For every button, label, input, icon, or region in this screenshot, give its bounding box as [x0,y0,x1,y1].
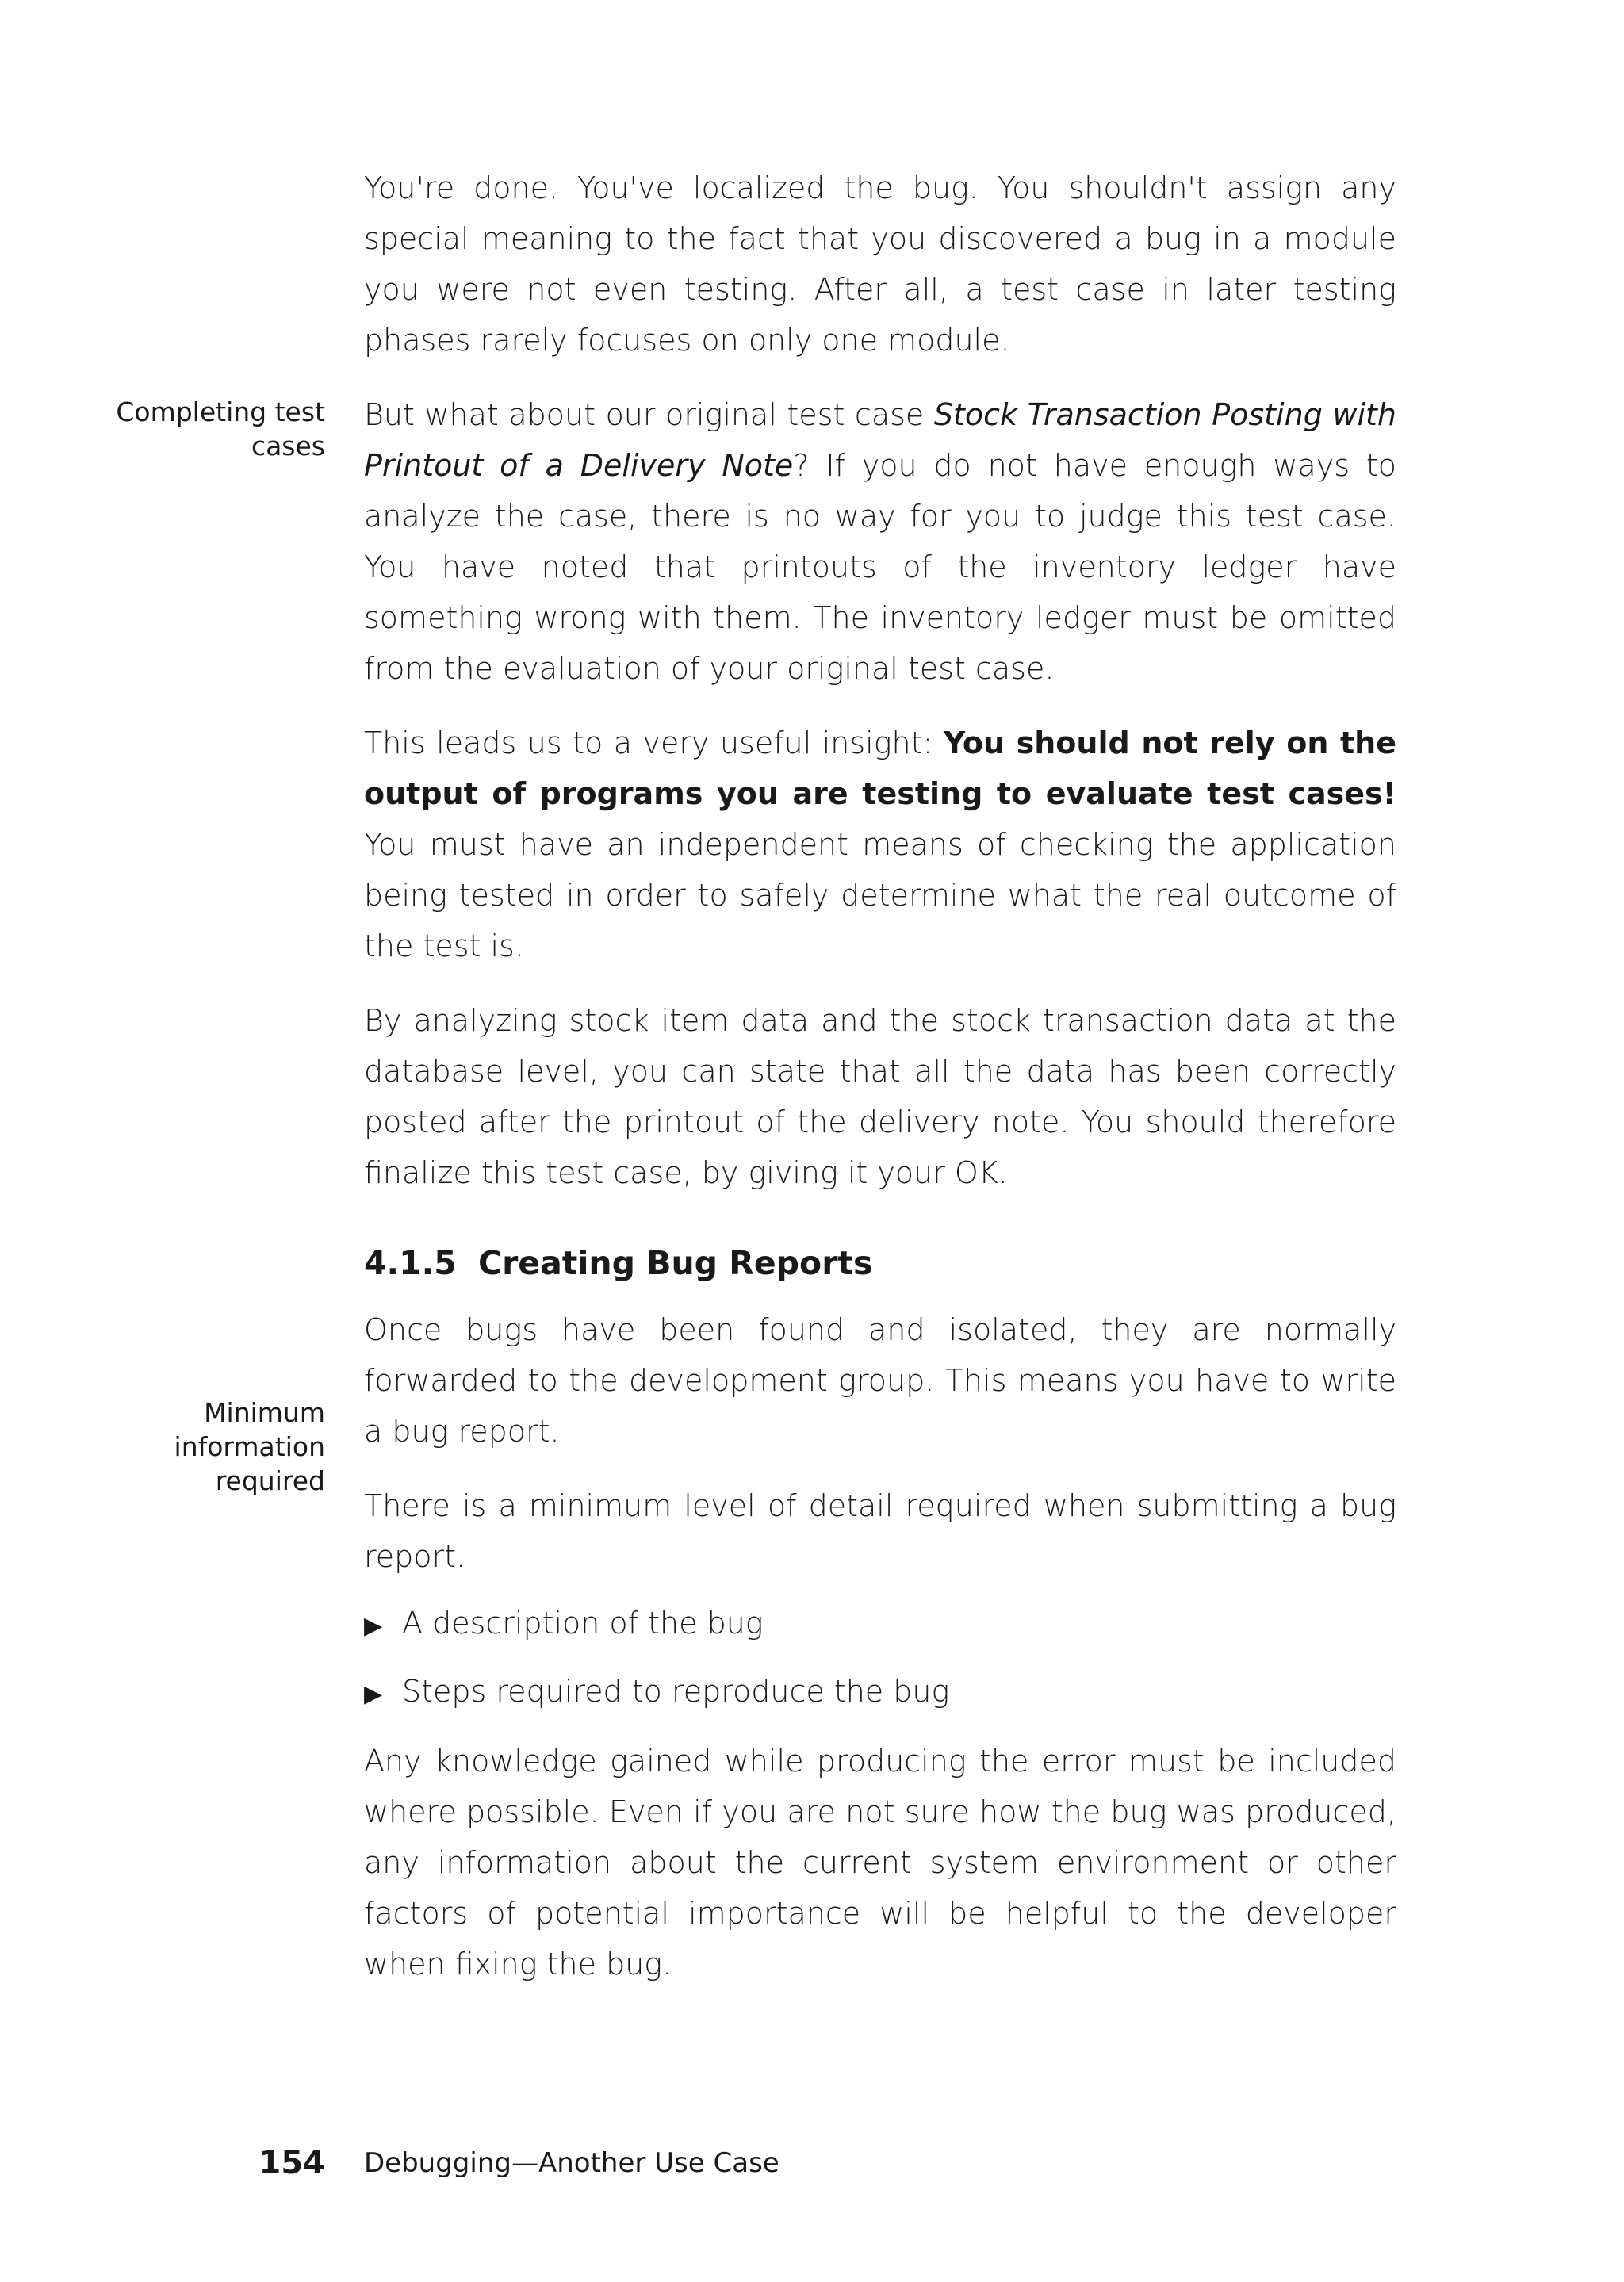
test-case-title: Stock Transaction Posting with Printout of a Delivery Note [364,397,1397,483]
main-text-column [364,163,1396,2013]
paragraph-text: ? If you do not have enough ways to analyze the case, there is no way for you to judge this test case. You have noted that printouts of the inventory ledger have something wrong with them. The inventory ledger must be omitted from the evaluation of your original test case. [364,448,1396,686]
section-title: Creating Bug Reports [478,1244,873,1282]
margin-note-line: information [174,1431,325,1462]
paragraph-text: But what about our original test case [364,397,934,432]
margin-note-line: required [215,1465,325,1496]
paragraph-minimum-detail: There is a minimum level of detail required when submitting a bug report. [364,1488,1396,1574]
list-item-text: Steps required to reproduce the bug [402,1674,950,1709]
paragraph-useful-insight [364,718,1396,971]
list-item [364,1598,1396,1652]
bullet-list [364,1598,1396,1720]
margin-note-completing-test-cases [87,395,325,463]
paragraph-knowledge-gained: Any knowledge gained while producing the error must be included where possible. Even if you are not sure how the bug was produced, any information about the current system environment or other factors of potential importance will be helpful to the developer when fixing the bug. [364,1744,1396,1981]
paragraph-text: This leads us to a very useful insight: [364,726,944,760]
bullet-triangle-icon: ▶ [364,1680,383,1708]
page-number: 154 [259,2145,325,2181]
margin-note-line: Completing test [116,396,325,427]
page-footer [0,2139,1624,2187]
insight-emphasis: You should not rely on the output of programs you are testing to evaluate test cases! [364,726,1396,811]
running-title: Debugging—Another Use Case [364,2147,779,2179]
margin-note-line: Minimum [204,1397,325,1428]
list-item [364,1666,1396,1720]
paragraph-bug-forwarding: Once bugs have been found and isolated, they are normally forwarded to the development group. This means you have to write a bug report. [364,1312,1396,1449]
margin-note-minimum-information [87,1396,325,1498]
list-item-text: A description of the bug [402,1606,764,1641]
paragraph-completing-test-cases [364,389,1396,694]
section-number: 4.1.5 [364,1244,457,1282]
margin-note-line: cases [251,431,325,461]
bullet-triangle-icon: ▶ [364,1612,383,1640]
paragraph-localized-bug: You're done. You've localized the bug. You shouldn't assign any special meaning to the fact that you discovered a bug in a module you were not even testing. After all, a test case in later testing phases rarely focuses on only one module. [364,170,1396,358]
paragraph-database-analysis: By analyzing stock item data and the stock transaction data at the database level, you can state that all the data has been correctly posted after the printout of the delivery note. You should therefore finalize this test case, by giving it your OK. [364,1003,1396,1190]
section-heading [364,1238,1396,1288]
paragraph-text: You must have an independent means of checking the application being tested in order to safely determine what the real outcome of the test is. [364,827,1396,963]
